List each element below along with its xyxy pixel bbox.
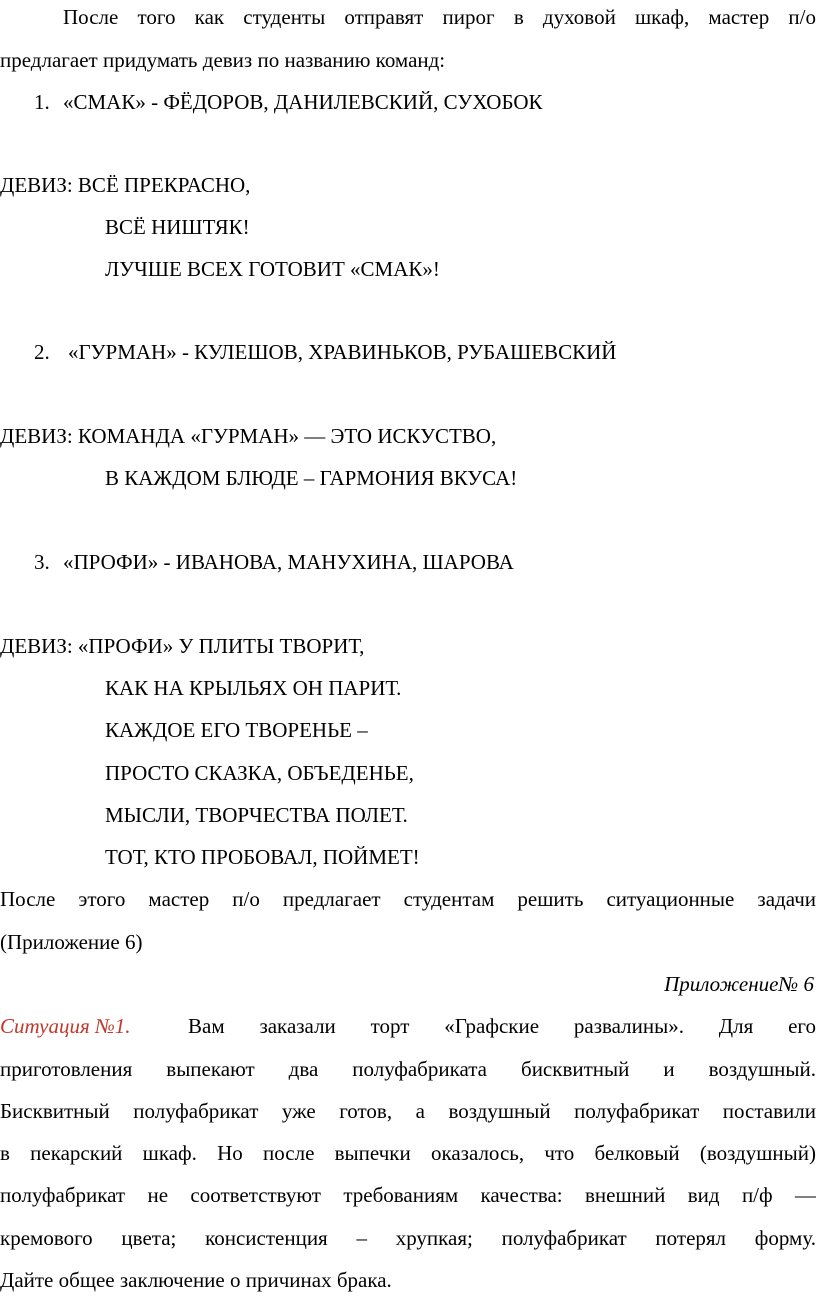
team-1-motto-line: ВСЁ НИШТЯК! <box>105 215 250 239</box>
situation-label: Ситуация №1. <box>0 1014 131 1038</box>
situation-line: приготовления выпекают два полуфабриката бисквитный и воздушный. <box>0 1057 816 1081</box>
team-2-motto-prefix: ДЕВИЗ: КОМАНДА «ГУРМАН» — ЭТО ИСКУСТВО, <box>0 424 497 448</box>
team-1-motto-line: ЛУЧШЕ ВСЕХ ГОТОВИТ «СМАК»! <box>105 257 440 281</box>
situation-line: в пекарский шкаф. Но после выпечки оказалось, что белковый (воздушный) <box>0 1141 816 1165</box>
team-1-name: «СМАК» - ФЁДОРОВ, ДАНИЛЕВСКИЙ, СУХОБОК <box>63 90 543 114</box>
team-2-number: 2. <box>34 340 50 364</box>
team-3-motto-line: КАК НА КРЫЛЬЯХ ОН ПАРИТ. <box>105 676 402 700</box>
team-3-motto-line: МЫСЛИ, ТВОРЧЕСТВА ПОЛЕТ. <box>105 803 408 827</box>
team-3-motto-line: КАЖДОЕ ЕГО ТВОРЕНЬЕ – <box>105 718 368 742</box>
situation-line: полуфабрикат не соответствуют требованиям качества: внешний вид п/ф — <box>0 1183 816 1207</box>
team-3-number: 3. <box>34 550 50 574</box>
situation-line: Бисквитный полуфабрикат уже готов, а воздушный полуфабрикат поставили <box>0 1099 816 1123</box>
intro-line-1: После того как студенты отправят пирог в духовой шкаф, мастер п/о <box>63 5 816 29</box>
team-1-motto-prefix: ДЕВИЗ: ВСЁ ПРЕКРАСНО, <box>0 173 251 197</box>
after-line-2: (Приложение 6) <box>0 930 143 954</box>
team-1-number: 1. <box>34 90 50 114</box>
team-3-motto-line: ПРОСТО СКАЗКА, ОБЪЕДЕНЬЕ, <box>105 761 414 785</box>
team-2-motto-line: В КАЖДОМ БЛЮДЕ – ГАРМОНИЯ ВКУСА! <box>105 466 518 490</box>
situation-last-line: Дайте общее заключение о причинах брака. <box>0 1268 392 1292</box>
intro-line-2: предлагает придумать девиз по названию команд: <box>0 48 446 72</box>
appendix-label: Приложение№ 6 <box>664 972 814 996</box>
team-3-motto-prefix: ДЕВИЗ: «ПРОФИ» У ПЛИТЫ ТВОРИТ, <box>0 634 365 658</box>
after-line-1: После этого мастер п/о предлагает студентам решить ситуационные задачи <box>0 887 816 911</box>
team-3-motto-line: ТОТ, КТО ПРОБОВАЛ, ПОЙМЕТ! <box>105 845 420 869</box>
situation-line: Вам заказали торт «Графские развалины». Для его <box>188 1014 816 1038</box>
team-2-name: «ГУРМАН» - КУЛЕШОВ, ХРАВИНЬКОВ, РУБАШЕВСКИЙ <box>68 340 617 364</box>
situation-line: кремового цвета; консистенция – хрупкая; полуфабрикат потерял форму. <box>0 1226 816 1250</box>
team-3-name: «ПРОФИ» - ИВАНОВА, МАНУХИНА, ШАРОВА <box>63 550 514 574</box>
